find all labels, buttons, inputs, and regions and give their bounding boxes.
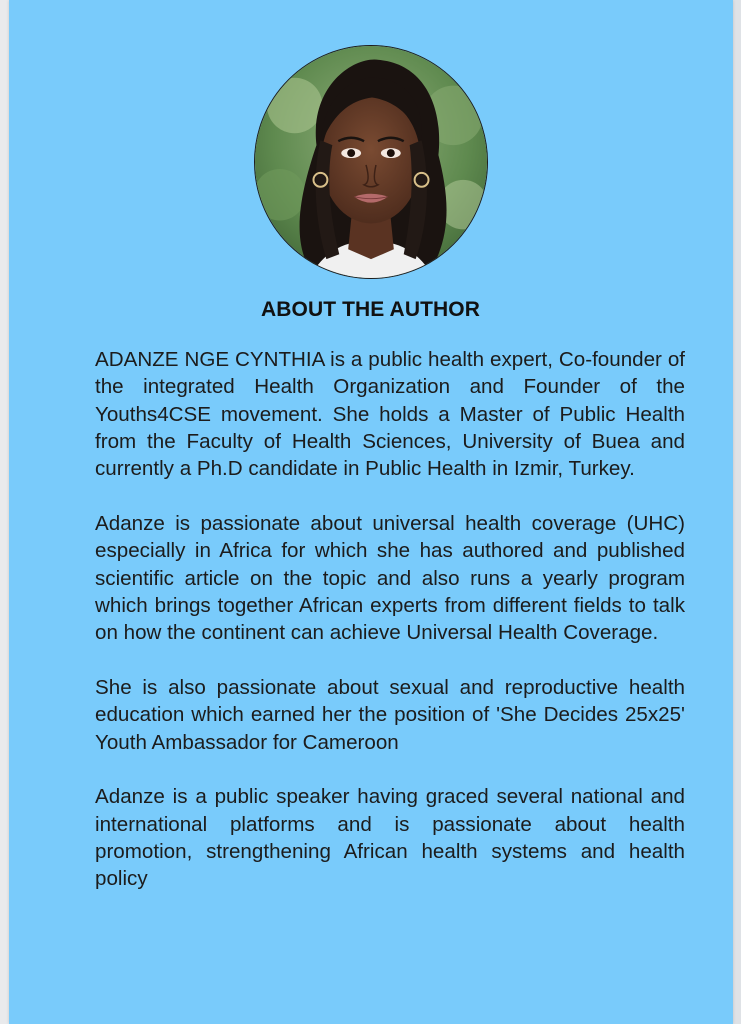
author-photo bbox=[254, 45, 488, 279]
viewer-edge bbox=[733, 0, 741, 1024]
bio-paragraph-1: ADANZE NGE CYNTHIA is a public health expert, Co-founder of the integrated Health Organization and Founder of the Youths4CSE movement. She holds a Master of Public Health from the Faculty of Health Sciences, University of Buea and currently a Ph.D candidate in Public Health in Izmir, Turkey. bbox=[95, 348, 685, 481]
author-bio bbox=[95, 346, 685, 920]
bio-paragraph-3: She is also passionate about sexual and reproductive health education which earned her the position of 'She Decides 25x25' Youth Ambassador for Cameroon bbox=[95, 675, 685, 754]
bio-paragraph-4: Adanze is a public speaker having graced several national and international platforms and is passionate about health promotion, strengthening African health systems and health policy bbox=[95, 785, 685, 891]
author-portrait-image bbox=[255, 46, 487, 278]
about-author-heading: ABOUT THE AUTHOR bbox=[261, 298, 480, 321]
bio-paragraph-2: Adanze is passionate about universal health coverage (UHC) especially in Africa for which she has authored and published scientific article on the topic and also runs a yearly program which brings together African experts from different fields to talk on how the continent can achieve Universal Health Coverage. bbox=[95, 511, 685, 645]
